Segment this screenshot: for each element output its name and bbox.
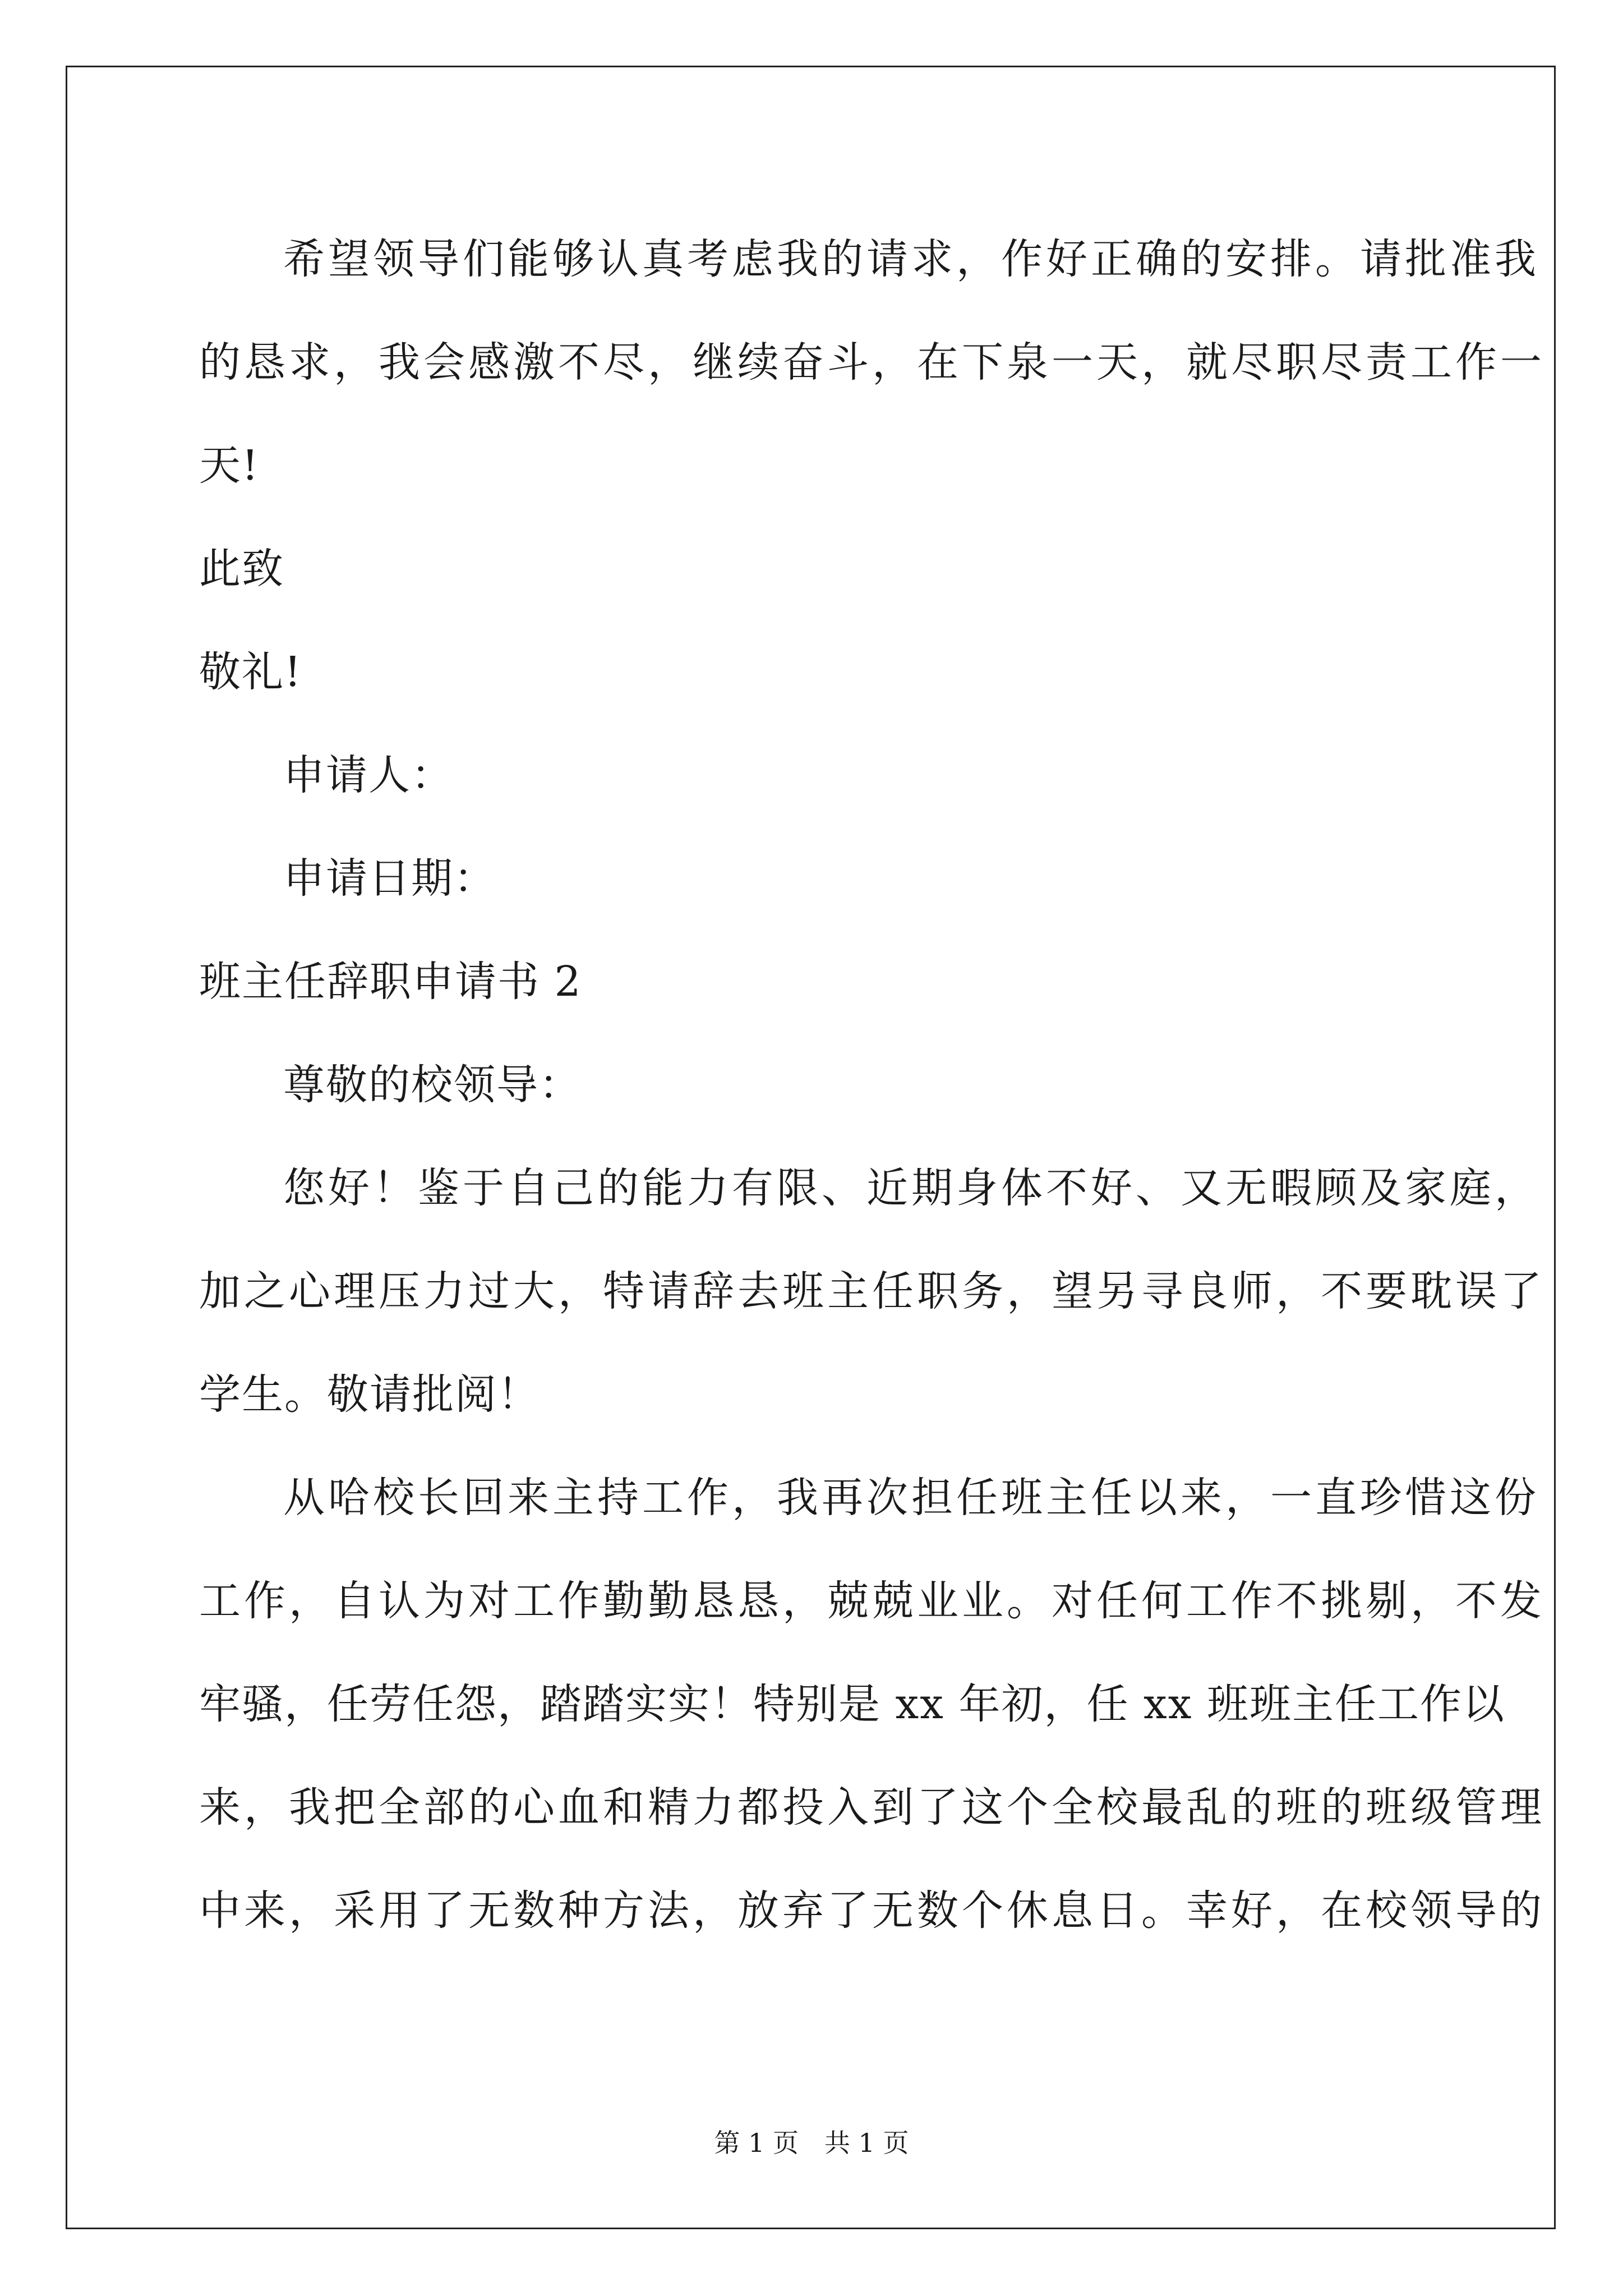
paragraph-line: 来，我把全部的心血和精力都投入到了这个全校最乱的班的班级管理 — [199, 1783, 1545, 1832]
paragraph-line: 从哈校长回来主持工作，我再次担任班主任以来，一直珍惜这份 — [283, 1474, 1539, 1522]
paragraph-line: 工作，自认为对工作勤勤恳恳，兢兢业业。对任何工作不挑剔，不发 — [199, 1577, 1545, 1625]
closing-line: 此致 — [199, 545, 284, 593]
paragraph-line: 的恳求，我会感激不尽，继续奋斗，在下泉一天，就尽职尽责工作一 — [199, 338, 1545, 386]
paragraph-line: 学生。敬请批阅！ — [199, 1370, 540, 1419]
page-footer: 第 1 页 共 1 页 — [714, 2128, 909, 2158]
paragraph-line: 您好！鉴于自己的能力有限、近期身体不好、又无暇顾及家庭， — [283, 1164, 1539, 1212]
document-body — [199, 208, 1545, 1962]
paragraph-line: 天! — [199, 441, 260, 490]
paragraph-line: 加之心理压力过大，特请辞去班主任职务，望另寻良师，不要耽误了 — [199, 1267, 1545, 1315]
paragraph-line: 中来，采用了无数种方法，放弃了无数个休息日。幸好，在校领导的 — [199, 1887, 1545, 1935]
application-date-label: 申请日期： — [283, 854, 496, 903]
paragraph-line: 牢骚，任劳任怨，踏踏实实！特别是 xx 年初，任 xx 班班主任工作以 — [199, 1680, 1506, 1728]
paragraph-line: 希望领导们能够认真考虑我的请求，作好正确的安排。请批准我 — [283, 235, 1539, 283]
closing-salutation: 敬礼! — [199, 648, 302, 696]
section-title: 班主任辞职申请书 2 — [199, 958, 582, 1006]
salutation: 尊敬的校领导： — [283, 1061, 582, 1109]
applicant-label: 申请人： — [283, 751, 454, 799]
